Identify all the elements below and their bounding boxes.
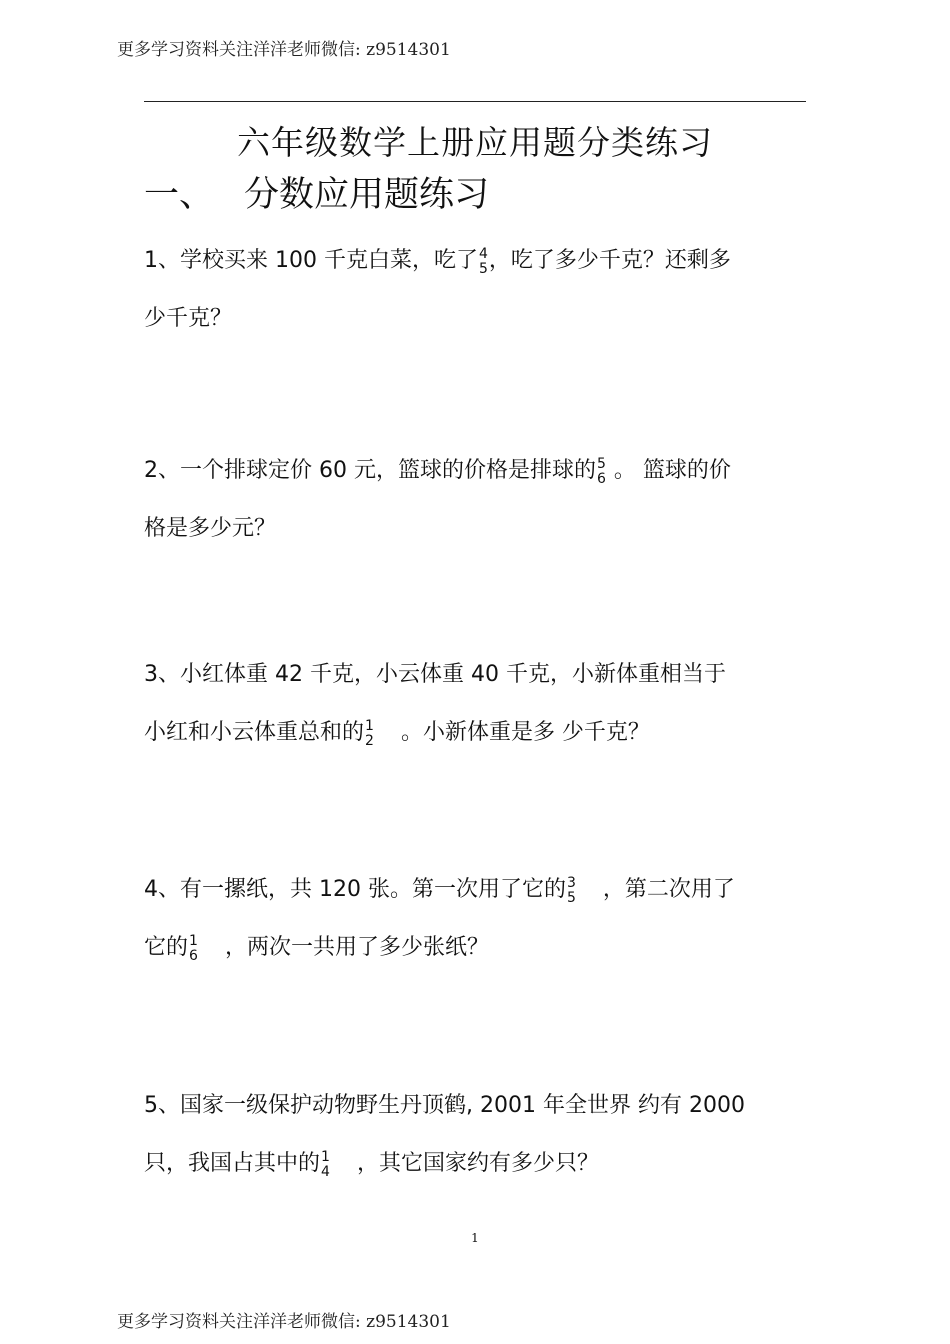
question-text: 少千克？ [144,306,233,331]
question-text: ，吃了多少千克？还剩多 [488,248,731,273]
question-4 [144,861,808,977]
question-line [144,232,808,290]
watermark-bottom: 更多学习资料关注洋洋老师微信: z9514301 [117,1312,451,1332]
question-text: 格是多少元？ [144,516,277,541]
fraction [189,934,198,964]
question-text: ，其它国家约有多少只？ [356,1151,599,1176]
fraction-numerator: 3 [566,875,576,891]
question-text: 4、有一摞纸，共 120 张。第一次用了它的 [144,877,566,902]
question-text: ，两次一共用了多少张纸？ [224,935,489,960]
page-number: 1 [471,1231,479,1245]
question-line [144,1135,808,1193]
question-text: 1、学校买来 100 千克白菜，吃了 [144,248,478,273]
fraction-denominator: 4 [321,1164,330,1180]
question-line [144,861,808,919]
fraction-numerator: 5 [596,456,606,472]
question-line [144,919,808,977]
fraction-numerator: 1 [189,933,198,949]
question-2 [144,442,808,558]
question-3 [144,646,808,762]
question-line [144,646,808,704]
fraction-numerator: 1 [365,718,374,734]
question-line [144,442,808,500]
fraction-denominator: 5 [566,890,576,906]
fraction [479,247,488,277]
question-text: ，第二次用了 [602,877,735,902]
page-title: 六年级数学上册应用题分类练习 [237,123,713,162]
fraction-denominator: 5 [478,261,488,277]
fraction [597,457,606,487]
fraction-denominator: 6 [189,948,198,964]
question-text: 只，我国占其中的 [144,1151,321,1176]
fraction [365,719,374,749]
section-heading [144,167,489,217]
fraction-denominator: 2 [365,733,374,749]
section-number: 一、 [144,175,215,215]
header-rule [144,101,806,102]
watermark-top: 更多学习资料关注洋洋老师微信: z9514301 [117,40,451,60]
question-line [144,500,808,558]
question-text: 3、小红体重 42 千克，小云体重 40 千克，小新体重相当于 [144,662,726,687]
question-1 [144,232,808,348]
question-5 [144,1077,808,1193]
question-line [144,704,808,762]
question-text: 5、国家一级保护动物野生丹顶鹤, 2001 年全世界 约有 2000 [144,1093,745,1118]
question-text: 。 篮球的价 [606,458,731,483]
question-text: 。小新体重是多 少千克？ [400,720,650,745]
question-text: 2、一个排球定价 60 元，篮球的价格是排球的 [144,458,596,483]
question-text: 它的 [144,935,189,960]
question-line [144,290,808,348]
fraction [567,876,576,906]
fraction-denominator: 6 [596,471,606,487]
question-line [144,1077,808,1135]
fraction-numerator: 4 [478,246,488,262]
question-text: 小红和小云体重总和的 [144,720,365,745]
fraction-numerator: 1 [321,1149,330,1165]
fraction [321,1150,330,1180]
section-title: 分数应用题练习 [244,175,490,215]
